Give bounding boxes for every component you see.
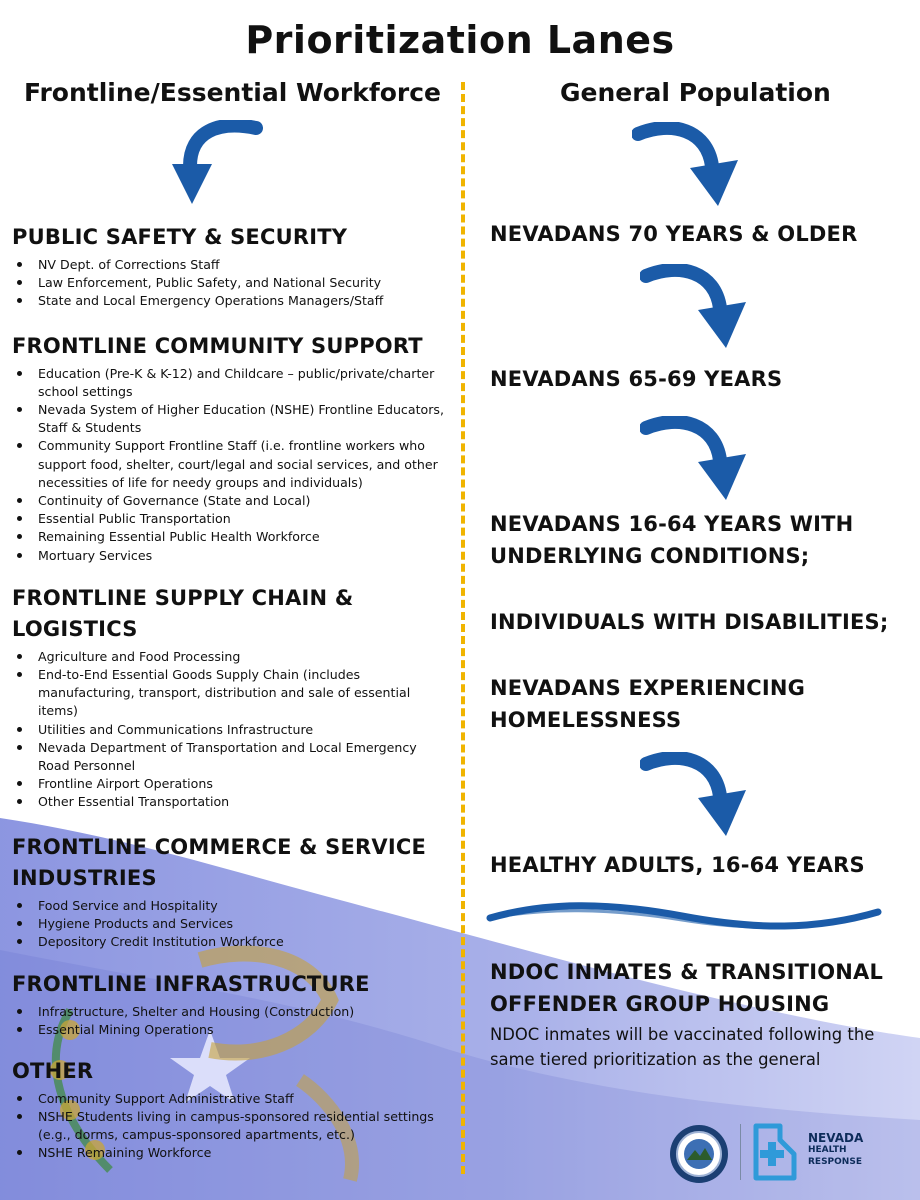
frontline-lanes: [12, 222, 450, 1163]
section-infrastructure: [12, 969, 450, 1039]
list-item: Food Service and Hospitality: [12, 897, 450, 915]
curved-arrow-down-right-icon: [640, 264, 755, 352]
list-item: End-to-End Essential Goods Supply Chain (includes manufacturing, transport, distribution and sale of essential items): [12, 666, 450, 721]
lane-homelessness: NEVADANS EXPERIENCING HOMELESSNESS: [490, 676, 806, 732]
list-item: Nevada Department of Transportation and Local Emergency Road Personnel: [12, 739, 450, 775]
section-heading: FRONTLINE COMMUNITY SUPPORT: [12, 333, 423, 358]
list-item: NSHE Students living in campus-sponsored residential settings (e.g., dorms, campus-sponsored apartments, etc.): [12, 1108, 450, 1144]
list-item: Community Support Administrative Staff: [12, 1090, 450, 1108]
section-community-support: [12, 331, 450, 565]
logo-line-2: HEALTH: [808, 1145, 847, 1155]
logo-divider: [740, 1124, 741, 1180]
section-supply-chain: [12, 583, 450, 812]
list-item: Agriculture and Food Processing: [12, 648, 450, 666]
curved-arrow-down-right-icon: [640, 416, 755, 504]
list-item: NSHE Remaining Workforce: [12, 1144, 450, 1162]
section-heading: PUBLIC SAFETY & SECURITY: [12, 225, 348, 249]
list-item: Education (Pre-K & K-12) and Childcare – public/private/charter school settings: [12, 365, 450, 401]
section-heading: FRONTLINE SUPPLY CHAIN & LOGISTICS: [12, 585, 354, 641]
section-list: [12, 1003, 450, 1039]
general-population-heading: General Population: [560, 78, 831, 107]
section-list: [12, 897, 450, 952]
section-heading: FRONTLINE COMMERCE & SERVICE INDUSTRIES: [12, 834, 427, 890]
section-heading: FRONTLINE INFRASTRUCTURE: [12, 972, 370, 997]
list-item: NV Dept. of Corrections Staff: [12, 256, 450, 274]
curved-arrow-down-left-icon: [168, 120, 263, 208]
logo-line-3: RESPONSE: [808, 1157, 862, 1167]
list-item: Nevada System of Higher Education (NSHE) Frontline Educators, Staff & Students: [12, 401, 450, 437]
list-item: Other Essential Transportation: [12, 793, 450, 811]
list-item: Continuity of Governance (State and Local): [12, 492, 450, 510]
frontline-workforce-heading: Frontline/Essential Workforce: [24, 78, 441, 107]
section-commerce-service: [12, 832, 450, 952]
wave-separator: [486, 896, 882, 936]
lane-underlying-conditions: NEVADANS 16-64 YEARS WITH UNDERLYING CONDITIONS;: [490, 512, 854, 568]
list-item: Remaining Essential Public Health Workforce: [12, 528, 450, 546]
list-item: Frontline Airport Operations: [12, 775, 450, 793]
section-heading: OTHER: [12, 1058, 94, 1083]
section-other: [12, 1056, 450, 1163]
section-list: [12, 256, 450, 311]
list-item: Infrastructure, Shelter and Housing (Construction): [12, 1003, 450, 1021]
list-item: Essential Mining Operations: [12, 1021, 450, 1039]
list-item: State and Local Emergency Operations Managers/Staff: [12, 292, 450, 310]
lane-disabilities: INDIVIDUALS WITH DISABILITIES;: [490, 610, 889, 634]
ndoc-note: NDOC inmates will be vaccinated following the same tiered prioritization as the general: [490, 1025, 875, 1069]
lane-ndoc-inmates: NDOC INMATES & TRANSITIONAL OFFENDER GROUP HOUSING: [490, 960, 884, 1016]
section-list: [12, 1090, 450, 1163]
curved-arrow-down-right-icon: [640, 752, 755, 840]
list-item: Mortuary Services: [12, 547, 450, 565]
lane-70-and-older: NEVADANS 70 YEARS & OLDER: [490, 222, 858, 246]
curved-arrow-down-right-icon: [632, 122, 747, 210]
page-title: Prioritization Lanes: [245, 18, 675, 62]
nevada-health-response-logo-text: [808, 1132, 863, 1168]
list-item: Hygiene Products and Services: [12, 915, 450, 933]
nevada-state-seal-icon: [669, 1124, 729, 1184]
nevada-health-response-logo-icon: [750, 1120, 800, 1184]
section-list: [12, 648, 450, 812]
lane-divider: [461, 82, 465, 1174]
logo-line-1: NEVADA: [808, 1131, 864, 1145]
lane-healthy-adults: HEALTHY ADULTS, 16-64 YEARS: [490, 853, 865, 877]
list-item: Utilities and Communications Infrastructure: [12, 721, 450, 739]
section-public-safety: [12, 222, 450, 311]
section-list: [12, 365, 450, 565]
lane-65-to-69: NEVADANS 65-69 YEARS: [490, 367, 783, 391]
list-item: Law Enforcement, Public Safety, and National Security: [12, 274, 450, 292]
list-item: Essential Public Transportation: [12, 510, 450, 528]
list-item: Community Support Frontline Staff (i.e. frontline workers who support food, shelter, court/legal and social services, and other necessities of life for needy groups and individuals): [12, 437, 450, 492]
list-item: Depository Credit Institution Workforce: [12, 933, 450, 951]
